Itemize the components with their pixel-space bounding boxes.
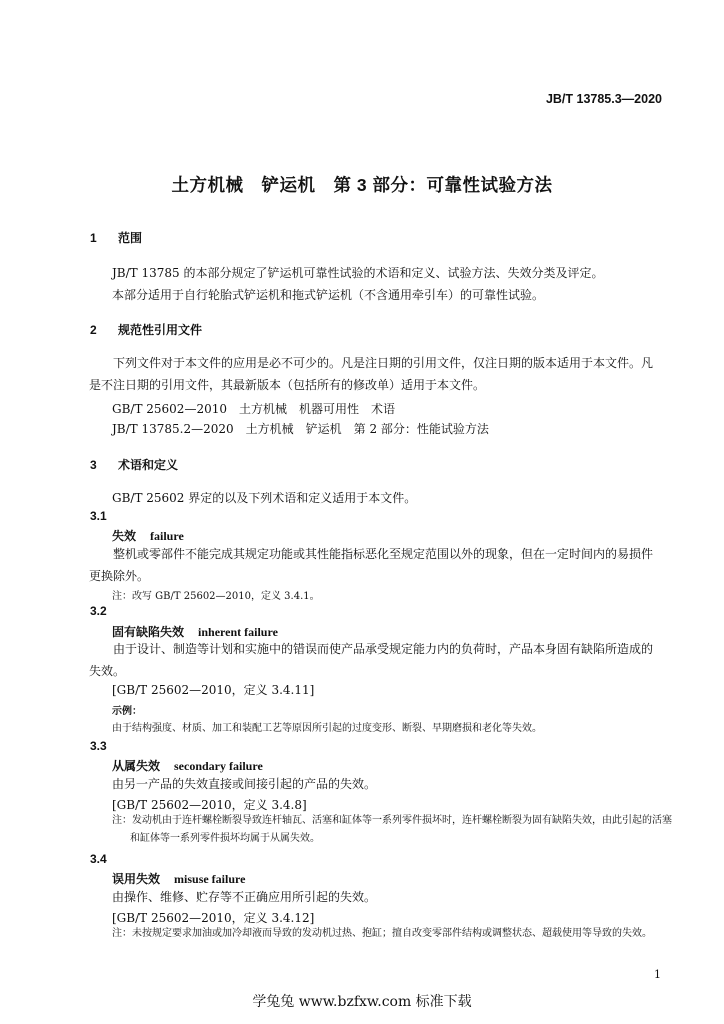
section-title: 规范性引用文件 [118, 323, 203, 337]
section-2-heading [90, 321, 202, 338]
term-3-4-number: 3.4 [90, 852, 107, 866]
term-cn: 失效 [112, 529, 137, 543]
term-3-4-source: [GB/T 25602—2010，定义 3.4.12] [112, 911, 315, 925]
footer-watermark: 学兔兔 www.bzfxw.com 标准下载 [252, 994, 472, 1010]
normative-reference-1: GB/T 25602—2010 土方机械 机器可用性 术语 [112, 402, 395, 416]
term-3-3-definition: 由另一产品的失效直接或间接引起的产品的失效。 [112, 777, 377, 791]
section-3-heading [90, 456, 178, 473]
term-3-2-source: [GB/T 25602—2010，定义 3.4.11] [112, 683, 315, 697]
normative-reference-2: JB/T 13785.2—2020 土方机械 铲运机 第 2 部分：性能试验方法 [112, 422, 489, 436]
term-3-1-definition: 整机或零部件不能完成其规定功能或其性能指标恶化至规定范围以外的现象，但在一定时间内的易损件更换除外。 [89, 547, 654, 583]
term-en: secondary failure [174, 759, 263, 773]
term-3-4-title [112, 870, 245, 887]
term-cn: 固有缺陷失效 [112, 625, 185, 639]
section-number: 1 [90, 231, 97, 245]
section-1-paragraph-2: 本部分适用于自行轮胎式铲运机和拖式铲运机（不含通用牵引车）的可靠性试验。 [112, 288, 545, 302]
page-number: 1 [654, 968, 661, 981]
term-3-3-title [112, 757, 263, 774]
term-cn: 误用失效 [112, 872, 161, 886]
term-3-2-definition: 由于设计、制造等计划和实施中的错误而使产品承受规定能力内的负荷时，产品本身固有缺陷所造成的失效。 [89, 642, 654, 678]
term-3-4-note: 注：未按规定要求加油或加冷却液而导致的发动机过热、抱缸；擅自改变零部件结构或调整状态、超载使用等导致的失效。 [112, 928, 652, 939]
section-number: 2 [90, 323, 97, 337]
term-3-2-number: 3.2 [90, 604, 107, 618]
section-number: 3 [90, 458, 97, 472]
section-1-paragraph-1: JB/T 13785 的本部分规定了铲运机可靠性试验的术语和定义、试验方法、失效分类及评定。 [112, 266, 604, 280]
standard-number: JB/T 13785.3—2020 [545, 92, 662, 106]
term-cn: 从属失效 [112, 759, 161, 773]
term-3-1-note: 注：改写 GB/T 25602—2010，定义 3.4.1。 [112, 591, 320, 602]
section-title: 范围 [118, 231, 143, 245]
term-en: misuse failure [174, 872, 246, 886]
term-3-2-example: 由于结构强度、材质、加工和装配工艺等原因所引起的过度变形、断裂、早期磨损和老化等失效。 [112, 723, 542, 734]
section-2-paragraph: 下列文件对于本文件的应用是必不可少的。凡是注日期的引用文件，仅注日期的版本适用于本文件。凡是不注日期的引用文件，其最新版本（包括所有的修改单）适用于本文件。 [89, 356, 654, 392]
document-title: 土方机械 铲运机 第 3 部分：可靠性试验方法 [171, 175, 553, 195]
term-3-3-note: 注：发动机由于连杆螺栓断裂导致连杆轴瓦、活塞和缸体等一系列零件损坏时，连杆螺栓断裂为固有缺陷失效，由此引起的活塞和缸体等一系列零件损坏均属于从属失效。 [112, 815, 672, 844]
term-3-3-source: [GB/T 25602—2010，定义 3.4.8] [112, 798, 307, 812]
section-1-heading [90, 229, 142, 246]
term-en: inherent failure [198, 625, 278, 639]
term-3-4-definition: 由操作、维修、贮存等不正确应用所引起的失效。 [112, 890, 377, 904]
term-3-2-example-label: 示例： [112, 706, 142, 717]
term-en: failure [150, 529, 184, 543]
term-3-1-number: 3.1 [90, 509, 107, 523]
term-3-1-title [112, 527, 184, 544]
section-title: 术语和定义 [118, 458, 179, 472]
term-3-3-number: 3.3 [90, 739, 107, 753]
section-3-intro: GB/T 25602 界定的以及下列术语和定义适用于本文件。 [112, 491, 417, 505]
